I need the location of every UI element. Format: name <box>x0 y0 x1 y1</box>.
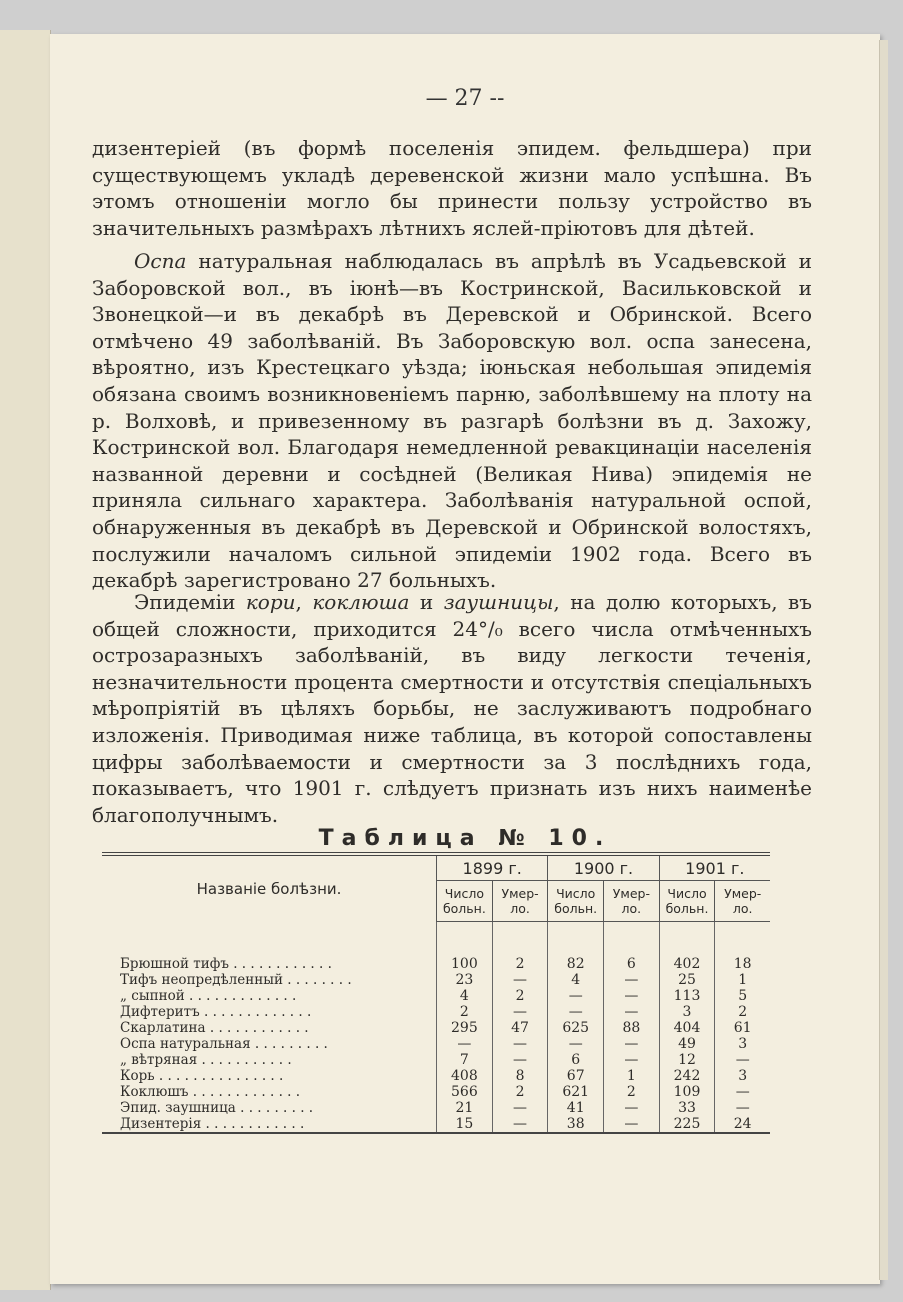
paragraph-3-sep1: , <box>295 590 313 614</box>
value-cell: — <box>604 1036 660 1052</box>
table-row <box>102 972 770 988</box>
value-cell: 18 <box>715 956 770 972</box>
table-row <box>102 1100 770 1116</box>
sub-header-line: ло. <box>732 901 753 916</box>
sub-header-line: ло. <box>510 901 530 916</box>
book-page <box>50 34 880 1284</box>
value-cell: 404 <box>659 1020 715 1036</box>
table-row <box>102 1068 770 1084</box>
value-cell: 2 <box>492 1084 548 1100</box>
value-cell: 1 <box>715 972 770 988</box>
value-cell: — <box>492 1052 548 1068</box>
value-cell: — <box>604 1052 660 1068</box>
disease-name-cell: Дизентерія . . . . . . . . . . . . <box>102 1116 437 1133</box>
sub-header-deaths-1901 <box>715 881 770 922</box>
value-cell: 402 <box>659 956 715 972</box>
value-cell: 49 <box>659 1036 715 1052</box>
disease-name-cell: Брюшной тифъ . . . . . . . . . . . . <box>120 956 332 972</box>
value-cell: 61 <box>715 1020 770 1036</box>
value-cell: 2 <box>492 956 548 972</box>
disease-name-cell: Дифтеритъ . . . . . . . . . . . . . <box>120 1004 312 1020</box>
value-cell: 2 <box>492 988 548 1004</box>
value-cell: 33 <box>659 1100 715 1116</box>
value-cell: 82 <box>548 956 604 972</box>
value-cell: — <box>604 1116 660 1133</box>
value-cell: 295 <box>437 1020 493 1036</box>
year-header-1899: 1899 г. <box>437 854 548 881</box>
value-cell: 7 <box>437 1052 493 1068</box>
value-cell: — <box>492 1036 548 1052</box>
page-number: — 27 -- <box>425 86 505 111</box>
table-row <box>102 1052 770 1068</box>
table-title: Таблица № 10. <box>318 826 612 851</box>
value-cell: 67 <box>548 1068 604 1084</box>
disease-name-cell: Тифъ неопредѣленный . . . . . . . . <box>120 972 352 988</box>
paragraph-3 <box>92 589 812 828</box>
value-cell: — <box>715 1100 770 1116</box>
paragraph-3-text <box>92 589 812 828</box>
value-cell: — <box>492 972 548 988</box>
sub-header-line: больн. <box>665 901 709 916</box>
value-cell: 621 <box>548 1084 604 1100</box>
paragraph-2 <box>92 248 812 594</box>
value-cell: — <box>492 1004 548 1020</box>
value-cell: 8 <box>492 1068 548 1084</box>
value-cell: 566 <box>437 1084 493 1100</box>
paragraph-1-text <box>92 135 812 241</box>
whooping-cough-term: коклюша <box>312 590 410 614</box>
paragraph-3-lead: Эпидеміи <box>134 590 246 614</box>
sub-header-cases-1899 <box>437 881 493 922</box>
value-cell: 1 <box>604 1068 660 1084</box>
value-cell: — <box>604 988 660 1004</box>
paragraph-1-body: дизентеріей (въ формѣ поселенія эпидем. фельдшера) при существующемъ укладѣ деревенской жизни мало успѣшна. Въ этомъ отношеніи могло бы принести пользу устройство въ значительныхъ размѣрахъ лѣтнихъ яслей-пріютовъ для дѣтей. <box>92 136 812 240</box>
table-row <box>102 1004 770 1020</box>
value-cell: 242 <box>659 1068 715 1084</box>
value-cell: 625 <box>548 1020 604 1036</box>
disease-name-cell: Коклюшъ . . . . . . . . . . . . . <box>120 1084 301 1100</box>
table-row <box>102 1020 770 1036</box>
page-stack-edge <box>879 40 888 1280</box>
value-cell: 3 <box>659 1004 715 1020</box>
value-cell: — <box>604 1004 660 1020</box>
sub-header-line: Умер- <box>724 886 762 901</box>
value-cell: — <box>492 1100 548 1116</box>
value-cell: — <box>548 1004 604 1020</box>
value-cell: — <box>492 1116 548 1133</box>
value-cell: — <box>548 1036 604 1052</box>
spacer-cell <box>659 922 715 957</box>
disease-name-cell: „ сыпной . . . . . . . . . . . . . <box>120 988 297 1004</box>
value-cell: 2 <box>437 1004 493 1020</box>
value-cell: — <box>715 1052 770 1068</box>
measles-term: кори <box>245 590 296 614</box>
table-row <box>102 1084 770 1100</box>
paragraph-2-body: натуральная наблюдалась въ апрѣлѣ въ Усадьевской и Заборовской вол., въ іюнѣ—въ Костринской, Васильковской и Звонецкой—и въ декабрѣ въ Деревской и Обринской. Всего отмѣчено 49 заболѣваній. Въ Заборовскую вол. оспа занесена, вѣроятно, изъ Крестецкаго уѣзда; іюньская небольшая эпидемія обязана своимъ возникновеніемъ парню, заболѣвшему на плоту на р. Волховѣ, и привезенному въ разгарѣ болѣзни въ д. Захожу, Костринской вол. Благодаря немедленной ревакцинаціи населенія названной деревни и сосѣдней (Великая Нива) эпидемія не приняла сильнаго характера. Заболѣванія натуральной оспой, обнаруженныя въ декабрѣ въ Деревской и Обринской волостяхъ, послужили началомъ сильной эпидеміи 1902 года. Всего въ декабрѣ зарегистровано 27 больныхъ. <box>92 249 812 593</box>
value-cell: 21 <box>437 1100 493 1116</box>
value-cell: — <box>548 988 604 1004</box>
value-cell: 100 <box>437 956 493 972</box>
paragraph-3-body: , на долю которыхъ, въ общей сложности, приходится 24°/₀ всего числа отмѣченныхъ острозаразныхъ заболѣваній, въ виду легкости теченія, незначительности процента смертности и отсутствія спеціальныхъ мѣропріятій въ цѣляхъ борьбы, не заслуживаютъ подробнаго изложенія. Приводимая ниже таблица, въ которой сопоставлены цифры заболѣваемости и смертности за 3 послѣднихъ года, показываетъ, что 1901 г. слѣдуетъ признать изъ нихъ наименѣе благополучнымъ. <box>92 590 812 827</box>
morbidity-table <box>102 852 770 1134</box>
spacer-cell <box>715 922 770 957</box>
paragraph-2-text <box>92 248 812 594</box>
value-cell: 15 <box>437 1116 493 1133</box>
value-cell: 3 <box>715 1068 770 1084</box>
value-cell: 23 <box>437 972 493 988</box>
disease-name-cell: „ вѣтряная . . . . . . . . . . . <box>120 1052 292 1068</box>
value-cell: 2 <box>604 1084 660 1100</box>
table-row <box>102 988 770 1004</box>
sub-header-deaths-1900 <box>604 881 660 922</box>
value-cell: 113 <box>659 988 715 1004</box>
value-cell: 4 <box>548 972 604 988</box>
table-row <box>102 1116 770 1133</box>
paragraph-3-sep2: и <box>409 590 444 614</box>
sub-header-line: Число <box>556 886 596 901</box>
spacer-cell <box>492 922 548 957</box>
value-cell: 6 <box>604 956 660 972</box>
value-cell: — <box>604 1100 660 1116</box>
disease-name-header: Названіе болѣзни. <box>102 854 437 922</box>
sub-header-line: ло. <box>621 901 642 916</box>
value-cell: 38 <box>548 1116 604 1133</box>
value-cell: — <box>715 1084 770 1100</box>
spacer-cell <box>604 922 660 957</box>
value-cell: 25 <box>659 972 715 988</box>
sub-header-line: Умер- <box>612 886 650 901</box>
value-cell: 225 <box>659 1116 715 1133</box>
sub-header-line: больн. <box>442 901 486 916</box>
disease-name-cell: Скарлатина . . . . . . . . . . . . <box>120 1020 309 1036</box>
left-page-edge <box>0 30 51 1290</box>
value-cell: 109 <box>659 1084 715 1100</box>
mumps-term: заушницы <box>443 590 554 614</box>
table-body <box>102 922 770 1134</box>
sub-header-line: Число <box>667 886 707 901</box>
value-cell: 88 <box>604 1020 660 1036</box>
sub-header-line: Число <box>444 886 484 901</box>
value-cell: — <box>604 972 660 988</box>
value-cell: 6 <box>548 1052 604 1068</box>
value-cell: 4 <box>437 988 493 1004</box>
value-cell: 2 <box>715 1004 770 1020</box>
disease-name-cell: Эпид. заушница . . . . . . . . . <box>120 1100 314 1116</box>
value-cell: 47 <box>492 1020 548 1036</box>
table-year-header-row <box>102 854 770 881</box>
spacer-cell <box>548 922 604 957</box>
sub-header-cases-1901 <box>659 881 715 922</box>
sub-header-line: больн. <box>554 901 598 916</box>
smallpox-term: Оспа <box>134 249 187 273</box>
spacer-cell <box>102 922 437 957</box>
value-cell: — <box>437 1036 493 1052</box>
value-cell: 5 <box>715 988 770 1004</box>
disease-name-cell: Корь . . . . . . . . . . . . . . . <box>120 1068 284 1084</box>
sub-header-line: Умер- <box>501 886 539 901</box>
value-cell: 24 <box>715 1116 770 1133</box>
sub-header-cases-1900 <box>548 881 604 922</box>
year-header-1901: 1901 г. <box>659 854 770 881</box>
year-header-1900: 1900 г. <box>548 854 659 881</box>
spacer-cell <box>437 922 493 957</box>
table-row <box>102 1036 770 1052</box>
value-cell: 12 <box>659 1052 715 1068</box>
paragraph-1 <box>92 135 812 241</box>
disease-name-cell: Оспа натуральная . . . . . . . . . <box>120 1036 328 1052</box>
value-cell: 3 <box>715 1036 770 1052</box>
table-row <box>102 956 770 972</box>
value-cell: 408 <box>437 1068 493 1084</box>
value-cell: 41 <box>548 1100 604 1116</box>
sub-header-deaths-1899 <box>492 881 548 922</box>
table-spacer-row <box>102 922 770 957</box>
